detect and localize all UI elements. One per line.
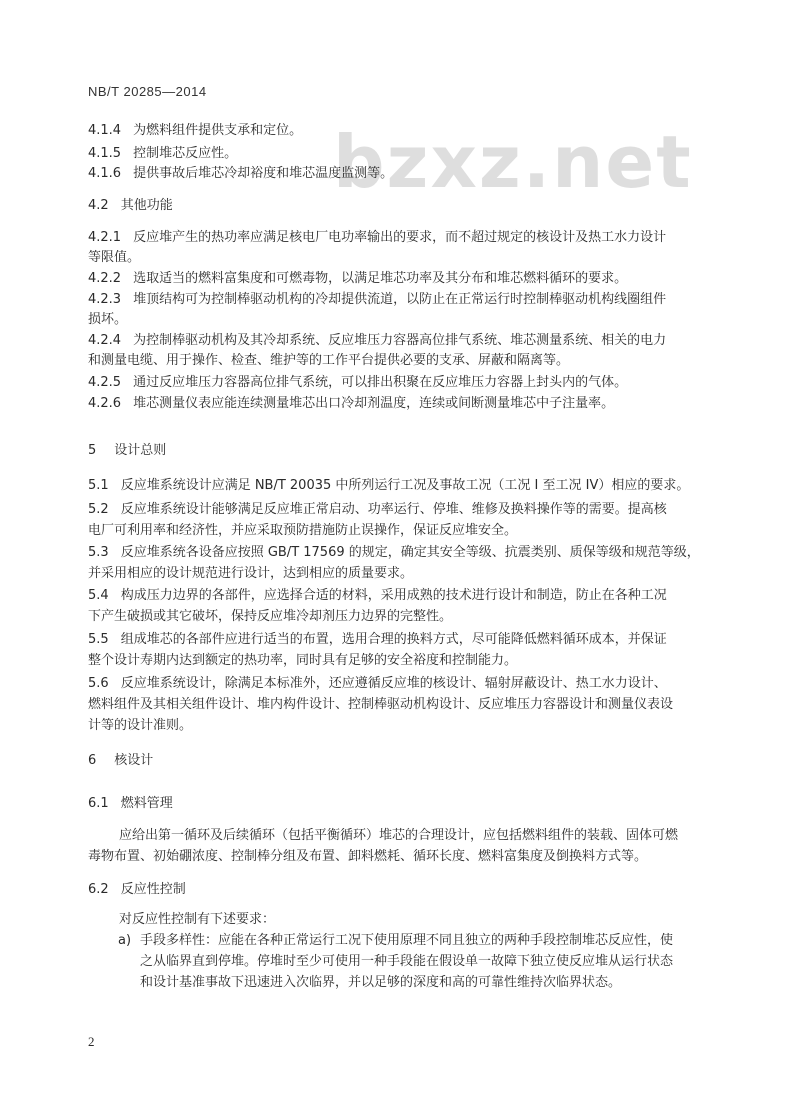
clause-number: 5.1	[88, 478, 109, 493]
clause-text: 反应堆系统设计应满足 NB/T 20035 中所列运行工况及事故工况（工况 I 至工况 IV）相应的要求。	[120, 478, 690, 493]
clause-5-2	[88, 500, 667, 520]
clause-4-1-5	[88, 144, 237, 164]
clause-number: 5.6	[88, 676, 109, 691]
clause-4-2-4	[88, 331, 666, 351]
list-item-a	[118, 931, 673, 951]
clause-number: 5.4	[88, 588, 109, 603]
section-heading-6	[88, 751, 153, 771]
clause-number: 4.2.1	[88, 230, 122, 245]
clause-text: 构成压力边界的各部件，应选择合适的材料，采用成熟的技术进行设计和制造，防止在各种工况	[120, 588, 667, 603]
clause-text: 控制堆芯反应性。	[133, 146, 238, 161]
clause-4-2-4-cont: 和测量电缆、用于操作、检查、维护等的工作平台提供必要的支承、屏蔽和隔离等。	[88, 353, 570, 368]
clause-4-2-1-cont: 等限值。	[88, 250, 141, 265]
clause-number: 4.1.4	[88, 123, 122, 138]
section-number: 6	[88, 753, 97, 768]
clause-text: 为控制棒驱动机构及其冷却系统、反应堆压力容器高位排气系统、堆芯测量系统、相关的电力	[133, 333, 667, 348]
clause-number: 4.1.5	[88, 146, 122, 161]
list-item-a-cont2: 和设计基准事故下迅速进入次临界，并以足够的深度和高的可靠性维持次临界状态。	[140, 975, 622, 990]
clause-5-3-cont: 并采用相应的设计规范进行设计，达到相应的质量要求。	[88, 566, 414, 581]
clause-4-2-3-cont: 损坏。	[88, 312, 128, 327]
clause-text: 反应堆产生的热功率应满足核电厂电功率输出的要求，而不超过规定的核设计及热工水力设计	[133, 230, 667, 245]
section-title: 反应性控制	[120, 882, 186, 897]
clause-4-1-6	[88, 164, 393, 184]
clause-number: 5.3	[88, 545, 109, 560]
clause-5-5	[88, 630, 667, 650]
clause-5-6	[88, 674, 667, 694]
clause-5-6-cont: 燃料组件及其相关组件设计、堆内构件设计、控制棒驱动机构设计、反应堆压力容器设计和测量仪表设	[88, 697, 674, 712]
clause-text: 反应堆系统设计能够满足反应堆正常启动、功率运行、停堆、维修及换料操作等的需要。提高核	[120, 502, 667, 517]
section-title: 核设计	[114, 753, 154, 768]
clause-4-2-2	[88, 269, 627, 289]
section-heading-5	[88, 441, 166, 461]
clause-number: 4.2.3	[88, 292, 122, 307]
clause-text: 提供事故后堆芯冷却裕度和堆芯温度监测等。	[133, 166, 394, 181]
clause-5-4	[88, 586, 667, 606]
clause-5-1	[88, 476, 689, 496]
clause-4-2-1	[88, 228, 666, 248]
clause-5-6-cont2: 计等的设计准则。	[88, 718, 193, 733]
paragraph-6-1-line1: 应给出第一循环及后续循环（包括平衡循环）堆芯的合理设计，应包括燃料组件的装载、固体可燃	[119, 828, 679, 843]
clause-5-4-cont: 下产生破损或其它破坏，保持反应堆冷却剂压力边界的完整性。	[88, 609, 453, 624]
clause-4-2-5	[88, 373, 627, 393]
section-heading-6-2	[88, 880, 186, 900]
paragraph-6-2-intro: 对反应性控制有下述要求：	[119, 912, 276, 927]
section-heading-6-1	[88, 794, 173, 814]
clause-text: 堆芯测量仪表应能连续测量堆芯出口冷却剂温度，连续或间断测量堆芯中子注量率。	[133, 396, 615, 411]
clause-text: 反应堆系统各设备应按照 GB/T 17569 的规定，确定其安全等级、抗震类别、质保等级和规范等级，	[120, 545, 700, 560]
clause-number: 4.1.6	[88, 166, 122, 181]
section-title: 燃料管理	[120, 796, 173, 811]
clause-text: 选取适当的燃料富集度和可燃毒物，以满足堆芯功率及其分布和堆芯燃料循环的要求。	[133, 271, 628, 286]
paragraph-6-1-line2: 毒物布置、初始硼浓度、控制棒分组及布置、卸料燃耗、循环长度、燃料富集度及倒换料方式等。	[88, 849, 648, 864]
clause-number: 4.2.5	[88, 375, 122, 390]
standard-code-header: NB/T 20285—2014	[88, 84, 207, 99]
clause-5-5-cont: 整个设计寿期内达到额定的热功率，同时具有足够的安全裕度和控制能力。	[88, 653, 518, 668]
clause-text: 组成堆芯的各部件应进行适当的布置，选用合理的换料方式，尽可能降低燃料循环成本，并保证	[120, 632, 667, 647]
list-item-a-cont: 之从临界直到停堆。停堆时至少可使用一种手段能在假设单一故障下独立使反应堆从运行状态	[140, 954, 674, 969]
clause-number: 4.2.2	[88, 271, 122, 286]
clause-4-1-4	[88, 121, 302, 141]
clause-5-2-cont: 电厂可利用率和经济性，并应采取预防措施防止误操作，保证反应堆安全。	[88, 523, 518, 538]
clause-number: 4.2.6	[88, 396, 122, 411]
section-number: 5	[88, 443, 97, 458]
section-heading-4-2	[88, 196, 173, 216]
clause-number: 5.5	[88, 632, 109, 647]
list-marker: a)	[118, 933, 132, 948]
clause-4-2-3	[88, 290, 666, 310]
list-item-text: 手段多样性：应能在各种正常运行工况下使用原理不同且独立的两种手段控制堆芯反应性，使	[140, 933, 674, 948]
watermark: bzxz.net	[333, 120, 693, 204]
section-number: 6.1	[88, 796, 109, 811]
clause-text: 通过反应堆压力容器高位排气系统，可以排出积聚在反应堆压力容器上封头内的气体。	[133, 375, 628, 390]
clause-number: 5.2	[88, 502, 109, 517]
page-number: 2	[88, 1034, 95, 1049]
clause-4-2-6	[88, 394, 614, 414]
section-number: 4.2	[88, 198, 109, 213]
section-number: 6.2	[88, 882, 109, 897]
clause-number: 4.2.4	[88, 333, 122, 348]
clause-5-3	[88, 543, 700, 563]
clause-text: 反应堆系统设计，除满足本标准外，还应遵循反应堆的核设计、辐射屏蔽设计、热工水力设计、	[120, 676, 667, 691]
clause-text: 为燃料组件提供支承和定位。	[133, 123, 303, 138]
section-title: 设计总则	[114, 443, 167, 458]
clause-text: 堆顶结构可为控制棒驱动机构的冷却提供流道，以防止在正常运行时控制棒驱动机构线圈组件	[133, 292, 667, 307]
section-title: 其他功能	[120, 198, 173, 213]
